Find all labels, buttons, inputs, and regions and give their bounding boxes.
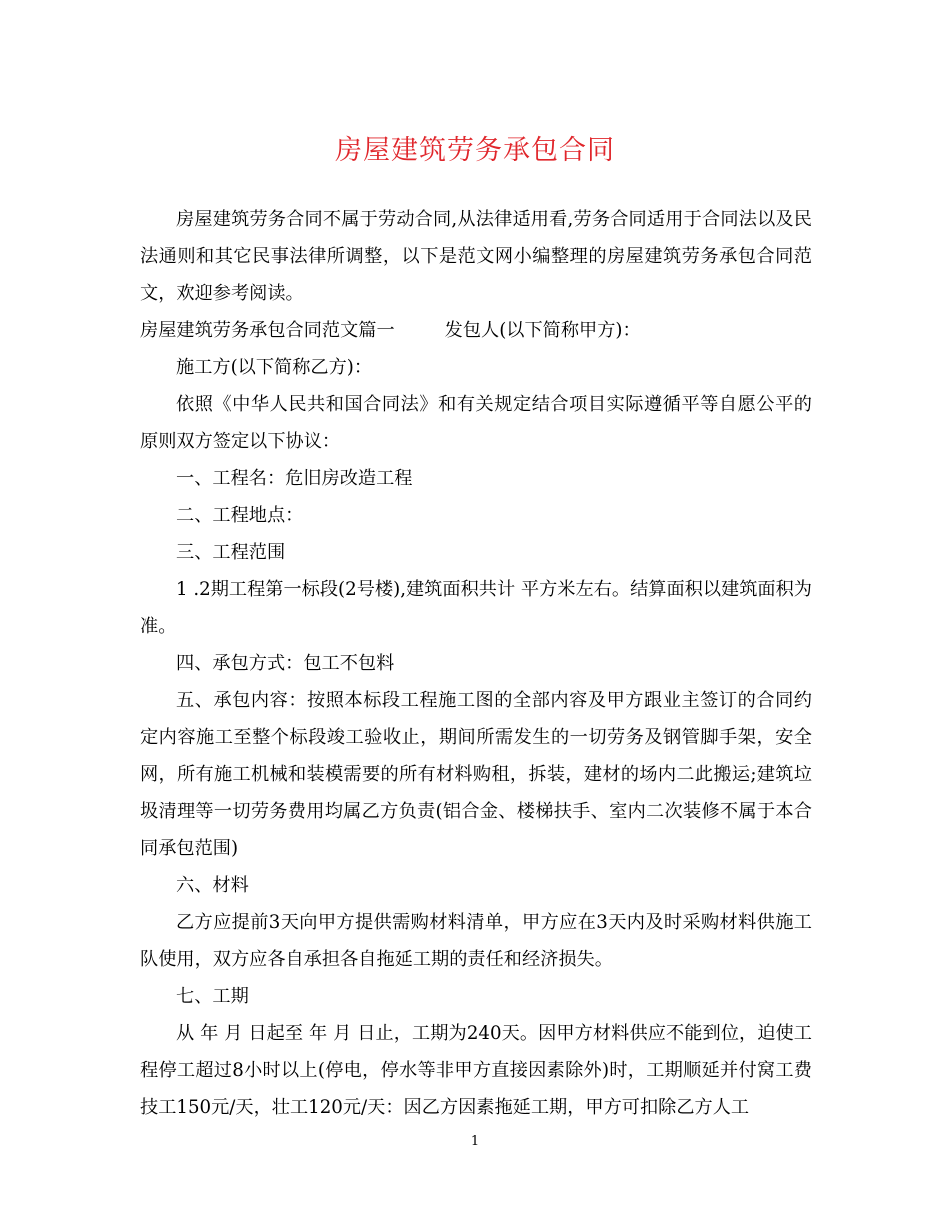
clause-schedule-detail: 从 年 月 日起至 年 月 日止，工期为240天。因甲方材料供应不能到位，迫使工程停工超过8小时以上(停电，停水等非甲方直接因素除外)时，工期顺延并付窝工费技工150元/天，壮工120元/天：因乙方因素拖延工期，甲方可扣除乙方人工	[140, 1023, 812, 1118]
clause-contract-method: 四、承包方式：包工不包料	[176, 653, 395, 674]
document-title: 房屋建筑劳务承包合同	[335, 135, 615, 166]
section-heading-title: 房屋建筑劳务承包合同范文篇一	[140, 320, 395, 341]
intro-paragraph: 房屋建筑劳务合同不属于劳动合同,从法律适用看,劳务合同适用于合同法以及民法通则和其它民事法律所调整，以下是范文网小编整理的房屋建筑劳务承包合同范文，欢迎参考阅读。	[140, 209, 812, 304]
clause-project-scope-detail: 1 .2期工程第一标段(2号楼),建筑面积共计 平方米左右。结算面积以建筑面积为准。	[140, 579, 812, 637]
section-heading	[140, 312, 812, 349]
clause-project-location: 二、工程地点：	[176, 505, 304, 526]
party-a-label: 发包人(以下简称甲方)：	[444, 320, 641, 341]
clause-materials-detail: 乙方应提前3天向甲方提供需购材料清单，甲方应在3天内及时采购材料供施工队使用，双方应各自承担各自拖延工期的责任和经济损失。	[140, 912, 812, 970]
clause-contract-content: 五、承包内容：按照本标段工程施工图的全部内容及甲方跟业主签订的合同约定内容施工至整个标段竣工验收止，期间所需发生的一切劳务及钢管脚手架，安全网，所有施工机械和装模需要的所有材料购租，拆装，建材的场内二此搬运;建筑垃圾清理等一切劳务费用均属乙方负责(铝合金、楼梯扶手、室内二次装修不属于本合同承包范围)	[140, 690, 812, 859]
clause-project-scope-heading: 三、工程范围	[176, 542, 286, 563]
document-body	[140, 201, 812, 1126]
agreement-basis-paragraph: 依照《中华人民共和国合同法》和有关规定结合项目实际遵循平等自愿公平的原则双方签定以下协议：	[140, 394, 812, 452]
clause-materials-heading: 六、材料	[176, 875, 249, 896]
clause-schedule-heading: 七、工期	[176, 986, 249, 1007]
page-number: 1	[470, 1134, 480, 1149]
party-b-label: 施工方(以下简称乙方)：	[176, 357, 373, 378]
clause-project-name: 一、工程名：危旧房改造工程	[176, 468, 413, 489]
